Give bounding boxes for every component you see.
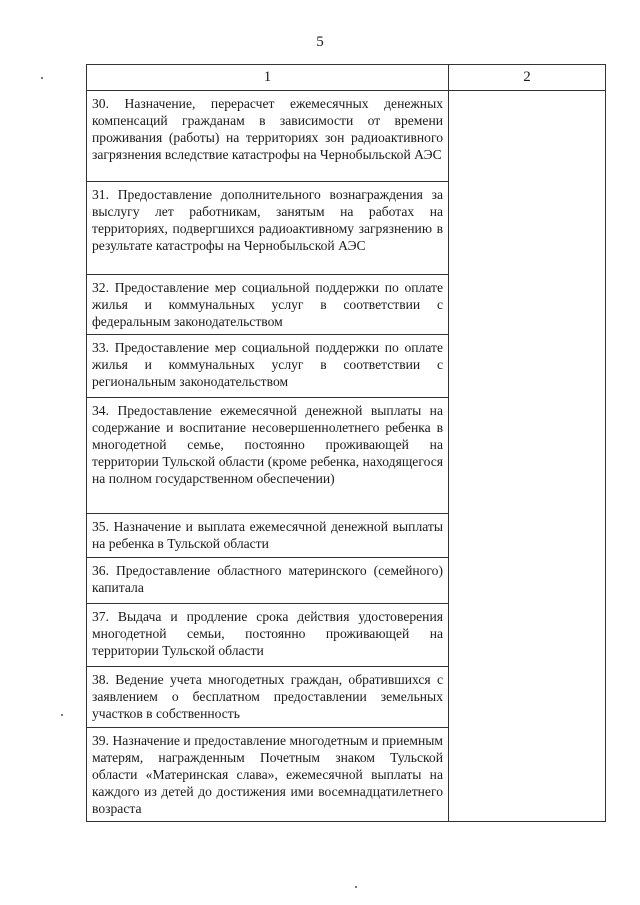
column-header-2: 2 [449,65,606,91]
page-number: 5 [316,34,324,50]
scan-mark [61,714,63,716]
row-text: 39. Назначение и предоставление многодетным и приемным матерям, награжденным Почетным знаком Тульской области «Материнская слава», ежемесячной выплаты на каждого из детей до достижения ими восемнадцатилетнего возраста [92,733,443,816]
table-header-row [87,65,606,91]
services-table [86,64,606,822]
row-text: 31. Предоставление дополнительного вознаграждения за выслугу лет работникам, занятым на работах на территориях, подвергшихся радиоактивному загрязнению в результате катастрофы на Чернобыльской АЭС [92,187,443,253]
row-text: 35. Назначение и выплата ежемесячной денежной выплаты на ребенка в Тульской области [92,519,443,551]
row-text: 38. Ведение учета многодетных граждан, обратившихся с заявлением о бесплатном предоставлении земельных участков в собственность [92,672,443,721]
row-text: 34. Предоставление ежемесячной денежной выплаты на содержание и воспитание несовершеннолетнего ребенка в многодетной семье, постоянно проживающей на территории Тульской области (кроме ребенка, находящегося на полном государственном обеспечении) [92,403,443,486]
table-row [87,91,606,182]
column-header-1: 1 [87,65,449,91]
row-text: 33. Предоставление мер социальной поддержки по оплате жилья и коммунальных услуг в соответствии с региональным законодательством [92,340,443,389]
scan-mark [41,77,43,79]
row-text: 37. Выдача и продление срока действия удостоверения многодетной семьи, постоянно проживающей на территории Тульской области [92,609,443,658]
row-text: 36. Предоставление областного материнского (семейного) капитала [92,563,443,595]
scan-mark [355,886,357,888]
row-text: 32. Предоставление мер социальной поддержки по оплате жилья и коммунальных услуг в соответствии с федеральным законодательством [92,280,443,329]
column-2-cell [449,91,606,822]
row-text: 30. Назначение, перерасчет ежемесячных денежных компенсаций гражданам в зависимости от времени проживания (работы) на территориях зон радиоактивного загрязнения вследствие катастрофы на Чернобыльской АЭС [92,96,443,162]
